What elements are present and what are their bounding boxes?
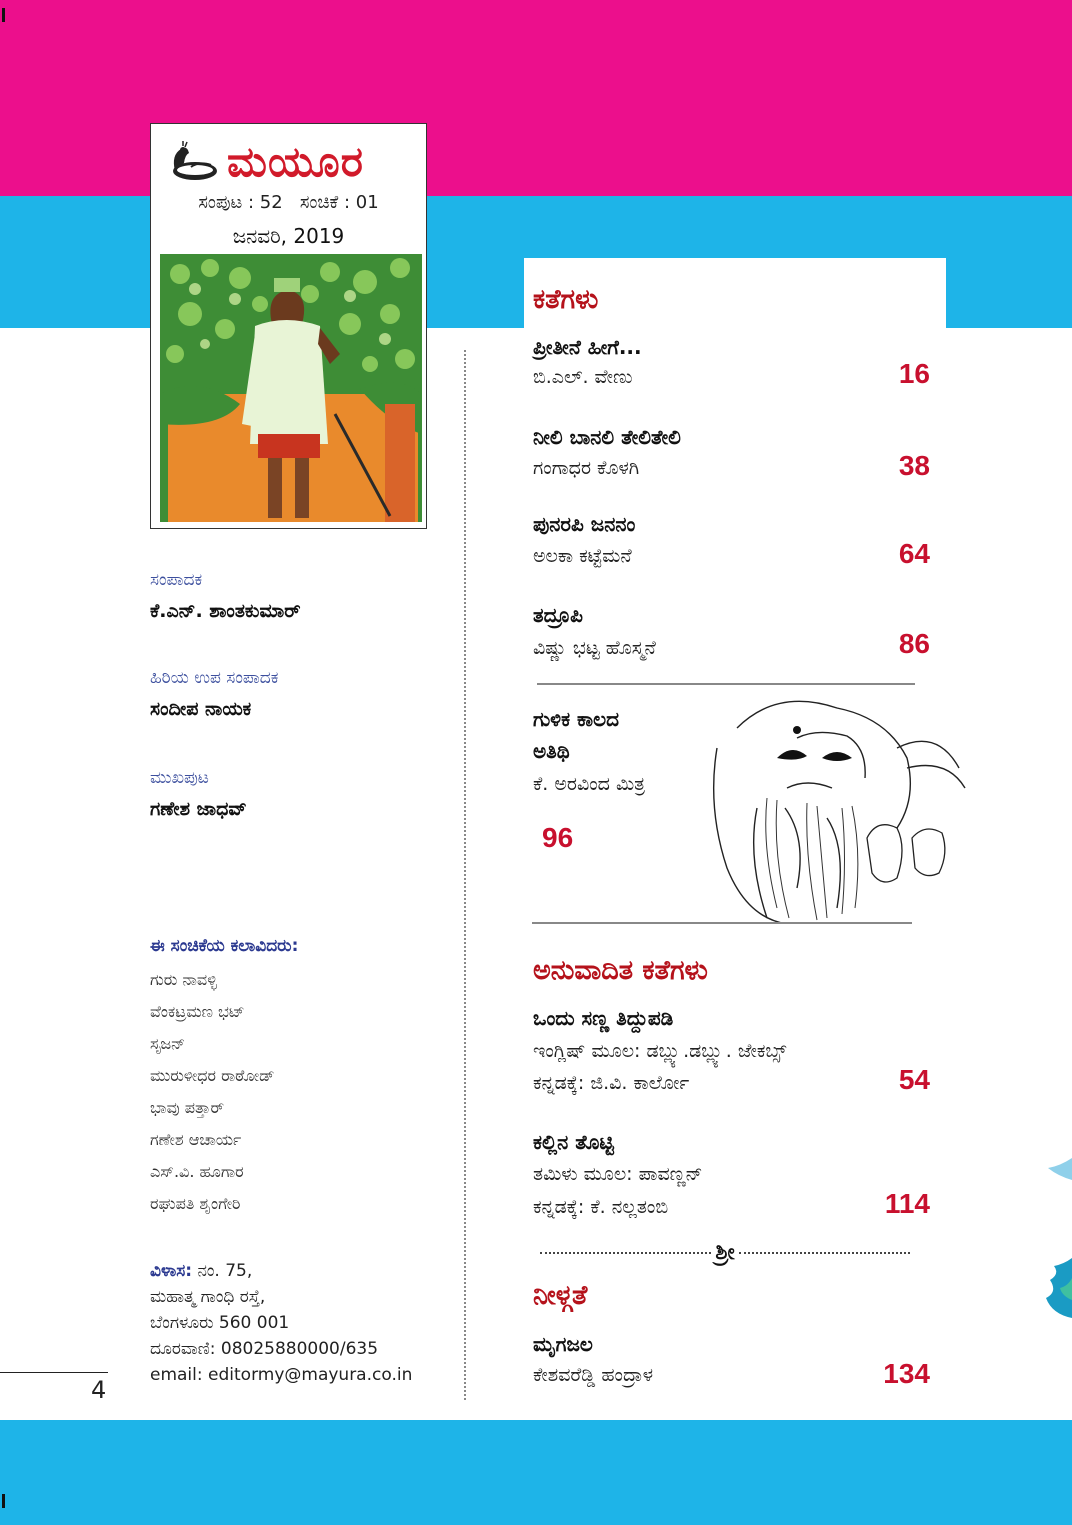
story-page: 134	[883, 1358, 930, 1389]
senior-editor-label: ಹಿರಿಯ ಉಪ ಸಂಪಾದಕ	[150, 668, 279, 688]
story-title[interactable]: ಒಂದು ಸಣ್ಣ ತಿದ್ದುಪಡಿ	[533, 1006, 674, 1030]
artist-name: ಎಸ್.ವಿ. ಹೂಗಾರ	[150, 1162, 244, 1181]
address-line: ಮಹಾತ್ಮ ಗಾಂಧಿ ರಸ್ತೆ,	[150, 1287, 266, 1307]
address-label: ವಿಳಾಸ:	[150, 1261, 193, 1281]
peacock-logo-icon	[165, 141, 219, 183]
featured-story-page: 96	[542, 822, 574, 853]
translated-heading: ಅನುವಾದಿತ ಕತೆಗಳು	[533, 955, 708, 986]
story-page: 64	[898, 538, 930, 569]
issue-date: ಜನವರಿ, 2019	[232, 224, 345, 248]
sage-sketch-illustration	[697, 688, 967, 924]
story-author: ಅಲಕಾ ಕಟ್ಟೆಮನೆ	[533, 545, 632, 567]
story-title[interactable]: ಪುನರಪಿ ಜನನಂ	[533, 512, 636, 536]
paint-splash-decoration	[1040, 1258, 1072, 1318]
section-rule	[532, 922, 912, 924]
story-title[interactable]: ತದ್ರೂಪಿ	[533, 603, 583, 627]
story-origin: ತಮಿಳು ಮೂಲ: ಪಾವಣ್ಣನ್	[533, 1163, 703, 1185]
column-divider	[464, 350, 466, 1400]
stories-heading: ಕತೆಗಳು	[533, 284, 599, 315]
email-label: email:	[150, 1365, 203, 1385]
story-title[interactable]: ನೀಲಿ ಬಾನಲಿ ತೇಲಿತೇಲಿ	[533, 425, 681, 449]
cover-illustration	[160, 254, 422, 522]
story-author: ಗಂಗಾಧರ ಕೊಳಗಿ	[533, 457, 640, 479]
crop-mark	[2, 8, 5, 22]
story-page: 54	[898, 1064, 930, 1095]
address-line: ಬೆಂಗಳೂರು 560 001	[150, 1313, 290, 1333]
cover-artist-label: ಮುಖಪುಟ	[150, 768, 209, 788]
editor-name: ಕೆ.ಎನ್. ಶಾಂತಕುಮಾರ್	[150, 600, 301, 622]
dotted-line	[540, 1252, 711, 1254]
story-author: ಕೇಶವರೆಡ್ಡಿ ಹಂದ್ರಾಳ	[533, 1364, 654, 1386]
cover-artist-name: ಗಣೇಶ ಜಾಧವ್	[150, 798, 247, 820]
story-author: ಬಿ.ಎಲ್. ವೇಣು	[533, 366, 633, 388]
bottom-blue-band	[0, 1420, 1072, 1525]
story-page: 114	[884, 1188, 930, 1219]
story-page: 38	[898, 450, 930, 481]
artists-heading: ಈ ಸಂಚಿಕೆಯ ಕಲಾವಿದರು:	[150, 936, 299, 956]
section-rule	[537, 683, 915, 685]
featured-story-author: ಕೆ. ಅರವಿಂದ ಮಿತ್ರ	[533, 773, 645, 795]
crop-mark	[2, 1494, 5, 1508]
story-title[interactable]: ಕಲ್ಲಿನ ತೊಟ್ಟಿ	[533, 1130, 614, 1154]
address-block	[150, 1258, 412, 1388]
story-origin: ಇಂಗ್ಲಿಷ್ ಮೂಲ: ಡಬ್ಲ್ಯು.ಡಬ್ಲ್ಯು. ಜೇಕಬ್ಸ್	[533, 1040, 787, 1062]
senior-editor-name: ಸಂದೀಪ ನಾಯಕ	[150, 698, 252, 720]
masthead-box	[150, 123, 427, 529]
phone-line: ದೂರವಾಣಿ: 08025880000/635	[150, 1339, 379, 1359]
artist-name: ಗುರು ನಾವಳ್ಳಿ	[150, 970, 217, 989]
email-address[interactable]: editormy@mayura.co.in	[208, 1365, 413, 1385]
dotted-line	[739, 1252, 910, 1254]
paint-splash-decoration	[1048, 1158, 1072, 1180]
story-page: 16	[898, 358, 930, 389]
artist-name: ರಘುಪತಿ ಶೃಂಗೇರಿ	[150, 1194, 241, 1213]
artist-name: ಭಾವು ಪತ್ತಾರ್	[150, 1098, 225, 1117]
story-title[interactable]: ಪ್ರೀತೀನೆ ಹೀಗೆ...	[533, 335, 642, 359]
masthead-title: ಮಯೂರ	[227, 137, 364, 186]
featured-story-title[interactable]: ಗುಳಿಕ ಕಾಲದ	[533, 707, 619, 731]
story-author: ವಿಷ್ಣು ಭಟ್ಟ ಹೊಸ್ಮನೆ	[533, 637, 656, 659]
long-story-heading: ನೀಳ್ಗತೆ	[533, 1280, 588, 1311]
story-page: 86	[898, 628, 930, 659]
artist-name: ಸೃಜನ್	[150, 1034, 186, 1053]
artist-name: ಮುರುಳೀಧರ ರಾಠೋಡ್	[150, 1066, 275, 1085]
story-translator: ಕನ್ನಡಕ್ಕೆ: ಕೆ. ನಲ್ಲತಂಬಿ	[533, 1196, 669, 1218]
artist-name: ಗಣೇಶ ಆಚಾರ್ಯ	[150, 1130, 242, 1149]
artist-name: ವೆಂಕಟ್ರಮಣ ಭಟ್	[150, 1002, 245, 1021]
volume-issue-line: ಸಂಪುಟ : 52 ಸಂಚಿಕೆ : 01	[198, 192, 379, 213]
page-number: 4	[91, 1376, 107, 1404]
ornament-divider	[540, 1240, 910, 1265]
page-number-rule	[0, 1372, 108, 1373]
story-translator: ಕನ್ನಡಕ್ಕೆ: ಜಿ.ವಿ. ಕಾರ್ಲೋ	[533, 1072, 690, 1094]
editor-label: ಸಂಪಾದಕ	[150, 570, 203, 590]
ornament-glyph: ಶ್ರೀ	[715, 1240, 735, 1265]
featured-story-title[interactable]: ಅತಿಥಿ	[533, 739, 570, 763]
story-title[interactable]: ಮೃಗಜಲ	[533, 1332, 593, 1356]
masthead-logo	[165, 132, 364, 192]
address-line: ನಂ. 75,	[197, 1261, 253, 1281]
